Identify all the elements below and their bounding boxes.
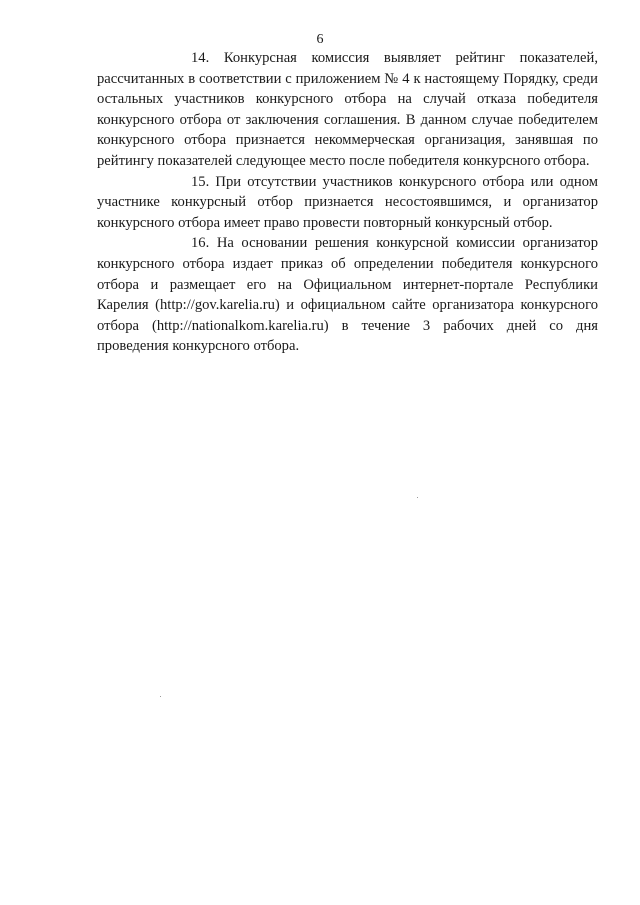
scan-speck (160, 696, 161, 697)
document-body (97, 48, 598, 357)
paragraph-number: 14. (191, 50, 210, 66)
scan-speck (417, 497, 418, 498)
paragraph-number: 16. (191, 235, 210, 252)
paragraph-16 (97, 233, 598, 357)
paragraph-number: 15. (191, 173, 210, 190)
paragraph-15 (97, 172, 598, 234)
paragraph-14 (97, 48, 598, 172)
page-number: 6 (316, 32, 324, 47)
paragraph-text: При отсутствии участников конкурсного отбора или одном участнике конкурсный отбор признается несостоявшимся, и организатор конкурсного отбора имеет право провести повторный конкурсный отбор. (97, 173, 598, 231)
paragraph-text: Конкурсная комиссия выявляет рейтинг показателей, рассчитанных в соответствии с приложением № 4 к настоящему Порядку, среди остальных участников конкурсного отбора на случай отказа победителя конкурсного отбора от заключения соглашения. В данном случае победителем конкурсного отбора признается некоммерческая организация, занявшая по рейтингу показателей следующее место после победителя конкурсного отбора. (97, 50, 598, 169)
paragraph-text: На основании решения конкурсной комиссии организатор конкурсного отбора издает приказ об определении победителя конкурсного отбора и размещает его на Официальном интернет-портале Республики Карелия (http://gov.karelia.ru) и официальном сайте организатора конкурсного отбора (http://nationalkom.karelia.ru) в течение 3 рабочих дней со дня проведения конкурсного отбора. (97, 235, 598, 355)
